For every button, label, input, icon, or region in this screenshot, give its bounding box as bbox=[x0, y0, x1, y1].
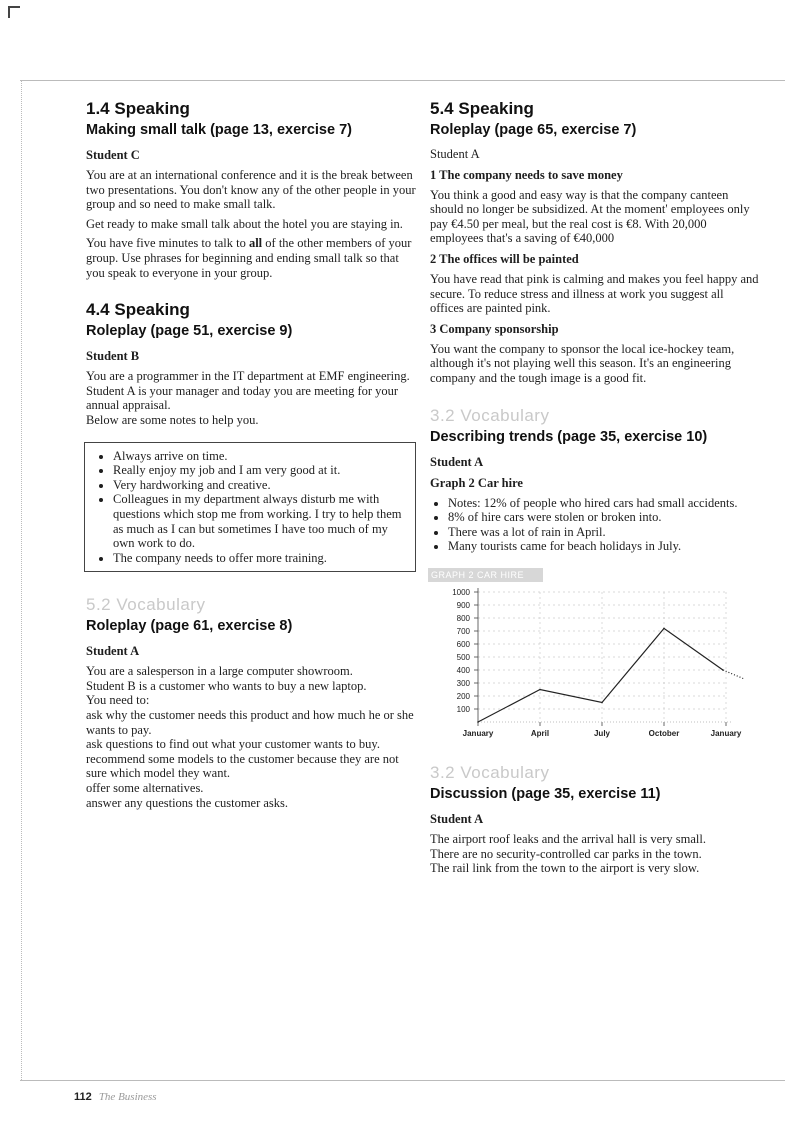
data-point bbox=[601, 702, 603, 704]
section-subheading: Roleplay (page 65, exercise 7) bbox=[430, 122, 637, 138]
data-point bbox=[539, 689, 541, 691]
student-label: Student A bbox=[430, 454, 484, 469]
notes-list bbox=[95, 449, 407, 566]
section-subheading: Discussion (page 35, exercise 11) bbox=[430, 785, 661, 802]
line: recommend some models to the customer because they are not sure which model they want. bbox=[86, 751, 399, 781]
paragraph: Below are some notes to help you. bbox=[86, 412, 259, 427]
section-subheading: Describing trends (page 35, exercise 10) bbox=[430, 428, 708, 445]
section-subheading: Making small talk (page 13, exercise 7) bbox=[86, 122, 352, 138]
crop-mark bbox=[8, 6, 20, 18]
item-title: 2 The offices will be painted bbox=[430, 251, 579, 266]
bottom-rule bbox=[20, 1080, 785, 1081]
item-title: 3 Company sponsorship bbox=[430, 321, 559, 336]
y-tick-label: 1000 bbox=[452, 587, 470, 597]
x-tick-label: October bbox=[648, 728, 680, 738]
graph-notes bbox=[430, 496, 760, 554]
section-subheading: Roleplay (page 61, exercise 8) bbox=[86, 618, 293, 635]
section-heading: 3.2 Vocabulary bbox=[430, 762, 550, 782]
y-tick-label: 100 bbox=[456, 704, 470, 714]
margin-line bbox=[21, 80, 22, 1080]
text: You have five minutes to talk to bbox=[86, 236, 246, 251]
y-tick-label: 600 bbox=[456, 639, 470, 649]
paragraph: You are a programmer in the IT department at EMF engineering. Student A is your manager and today you are meeting for your annual appraisal. bbox=[86, 369, 410, 413]
note-item: • 8% of hire cars were stolen or broken into. bbox=[448, 510, 760, 525]
x-tick-label: January bbox=[710, 728, 742, 738]
x-tick-label: July bbox=[593, 728, 611, 738]
student-label: Student A bbox=[86, 644, 140, 659]
y-tick-label: 500 bbox=[456, 652, 470, 662]
y-tick-label: 300 bbox=[456, 678, 470, 688]
section-heading: 5.2 Vocabulary bbox=[86, 595, 206, 615]
item-text: You have read that pink is calming and makes you feel happy and secure. To reduce stress and illness at work you suggest all offices are painted pink. bbox=[430, 271, 759, 316]
line: You need to: bbox=[86, 693, 150, 708]
page-number: 112 bbox=[74, 1091, 92, 1103]
student-label: Student A bbox=[430, 147, 480, 161]
data-point bbox=[663, 628, 665, 630]
y-tick-label: 700 bbox=[456, 626, 470, 636]
page-footer bbox=[74, 1091, 157, 1103]
y-tick-label: 400 bbox=[456, 665, 470, 675]
note-item: • The company needs to offer more training. bbox=[113, 551, 407, 566]
note-item: • Many tourists came for beach holidays in July. bbox=[448, 539, 760, 554]
student-label: Student C bbox=[86, 148, 140, 162]
section-heading: 1.4 Speaking bbox=[86, 99, 190, 118]
paragraph bbox=[86, 236, 416, 280]
line: The rail link from the town to the airport is very slow. bbox=[430, 861, 700, 876]
note-item: • Really enjoy my job and I am very good at it. bbox=[113, 463, 407, 478]
right-column bbox=[430, 98, 760, 876]
line: ask questions to find out what your customer wants to buy. bbox=[86, 737, 380, 752]
note-item: • Very hardworking and creative. bbox=[113, 478, 407, 493]
student-label: Student B bbox=[86, 349, 140, 364]
section-heading: 3.2 Vocabulary bbox=[430, 405, 550, 425]
item-text: You think a good and easy way is that the company canteen should no longer be subsidized. At the moment' employees only pay €4.50 per meal, but the real cost is €8. With 20,000 employees that's a saving of €40,000 bbox=[430, 187, 750, 246]
section-subheading: Roleplay (page 51, exercise 9) bbox=[86, 323, 293, 340]
note-item: • Always arrive on time. bbox=[113, 449, 407, 464]
car-hire-graph bbox=[428, 568, 758, 748]
item-title: 1 The company needs to save money bbox=[430, 167, 623, 182]
y-tick-label: 200 bbox=[456, 691, 470, 701]
line: answer any questions the customer asks. bbox=[86, 795, 289, 810]
line: ask why the customer needs this product and how much he or she wants to pay. bbox=[86, 708, 414, 737]
y-tick-label: 900 bbox=[456, 600, 470, 610]
instruction-lines bbox=[86, 664, 416, 810]
brand-name: The Business bbox=[98, 1091, 157, 1103]
paragraph: You are at an international conference and it is the break between two presentations. You don't know any of the other people in your group and so need to make small talk. bbox=[86, 168, 416, 212]
note-item: • There was a lot of rain in April. bbox=[448, 525, 760, 540]
line: There are no security-controlled car parks in the town. bbox=[430, 846, 702, 861]
line: The airport roof leaks and the arrival hall is very small. bbox=[430, 831, 706, 846]
note-item: • Colleagues in my department always disturb me with questions which stop me from working. I try to help them as much as I can but sometimes I have too much of my own work to do. bbox=[113, 492, 407, 550]
x-tick-label: April bbox=[530, 728, 550, 738]
emphasis: all bbox=[248, 236, 263, 251]
y-tick-label: 800 bbox=[456, 613, 470, 623]
graph-banner: GRAPH 2 CAR HIRE bbox=[428, 568, 543, 582]
text: of the other members of your group. Use phrases for beginning and ending small talk so that you speak to everyone in your group. bbox=[86, 236, 412, 280]
line: You are a salesperson in a large computer showroom. bbox=[86, 664, 353, 679]
graph-label: Graph 2 Car hire bbox=[430, 475, 523, 490]
section-heading: 4.4 Speaking bbox=[86, 300, 190, 320]
x-tick-label: January bbox=[462, 728, 494, 738]
data-point bbox=[477, 721, 479, 723]
left-column bbox=[86, 98, 416, 810]
section-heading: 5.4 Speaking bbox=[430, 99, 534, 118]
line-chart bbox=[428, 584, 758, 748]
line: Student B is a customer who wants to buy a new laptop. bbox=[86, 678, 367, 693]
item-text: You want the company to sponsor the local ice-hockey team, although it's not playing well this season. It's an engineering company and the tough image is a good fit. bbox=[430, 341, 735, 385]
line: offer some alternatives. bbox=[86, 781, 204, 796]
paragraph: Get ready to make small talk about the hotel you are staying in. bbox=[86, 216, 403, 231]
note-item: • Notes: 12% of people who hired cars had small accidents. bbox=[448, 496, 760, 511]
top-rule bbox=[20, 80, 785, 81]
student-label: Student A bbox=[430, 811, 484, 826]
discussion-lines bbox=[430, 832, 760, 876]
series-line bbox=[478, 628, 723, 722]
notes-box bbox=[84, 442, 416, 573]
